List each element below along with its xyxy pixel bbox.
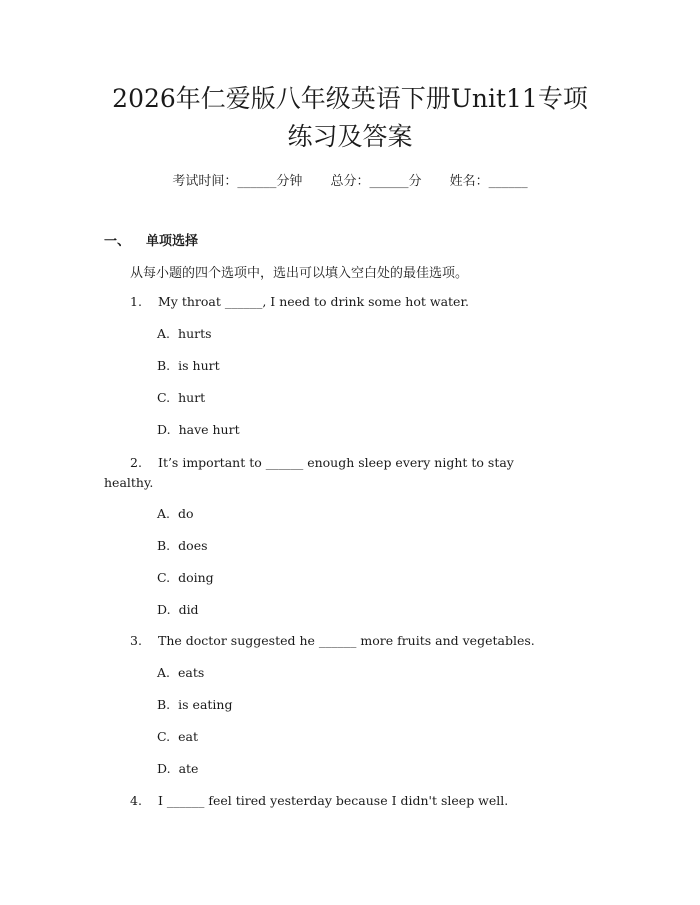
option-2c: C. doing	[157, 570, 214, 585]
question-number: 4.	[130, 793, 142, 808]
student-name: 姓名：______	[449, 174, 528, 189]
title-line-1: 2026年仁爱版八年级英语下册Unit11专项	[112, 84, 588, 113]
question-2	[104, 453, 564, 493]
exam-time: 考试时间：______分钟	[172, 174, 303, 189]
option-3a: A. eats	[157, 665, 205, 680]
title-line-2: 练习及答案	[287, 122, 413, 151]
option-2d: D. did	[157, 602, 199, 617]
option-1d: D. have hurt	[157, 422, 240, 437]
option-3d: D. ate	[157, 761, 199, 776]
exam-meta	[0, 170, 700, 189]
question-text: It’s important to ______ enough sleep every night to stay healthy.	[104, 455, 514, 490]
question-number: 3.	[130, 633, 142, 648]
option-2a: A. do	[157, 506, 194, 521]
question-3	[130, 633, 535, 648]
question-number: 1.	[130, 294, 142, 309]
section-number: 一、	[104, 234, 131, 249]
section-heading	[104, 230, 198, 249]
document-title	[60, 80, 640, 156]
option-3c: C. eat	[157, 729, 198, 744]
question-4	[130, 793, 508, 808]
option-2b: B. does	[157, 538, 208, 553]
option-3b: B. is eating	[157, 697, 233, 712]
question-1	[130, 294, 469, 309]
option-1c: C. hurt	[157, 390, 206, 405]
exam-score: 总分：______分	[330, 174, 422, 189]
instruction-text: 从每小题的四个选项中，选出可以填入空白处的最佳选项。	[130, 266, 469, 281]
option-1b: B. is hurt	[157, 358, 220, 373]
question-text: I ______ feel tired yesterday because I didn't sleep well.	[158, 793, 509, 808]
section-title: 单项选择	[146, 234, 199, 249]
question-text: The doctor suggested he ______ more fruits and vegetables.	[158, 633, 535, 648]
option-1a: A. hurts	[157, 326, 212, 341]
question-number: 2.	[130, 455, 142, 470]
question-text: My throat ______, I need to drink some hot water.	[158, 294, 470, 309]
